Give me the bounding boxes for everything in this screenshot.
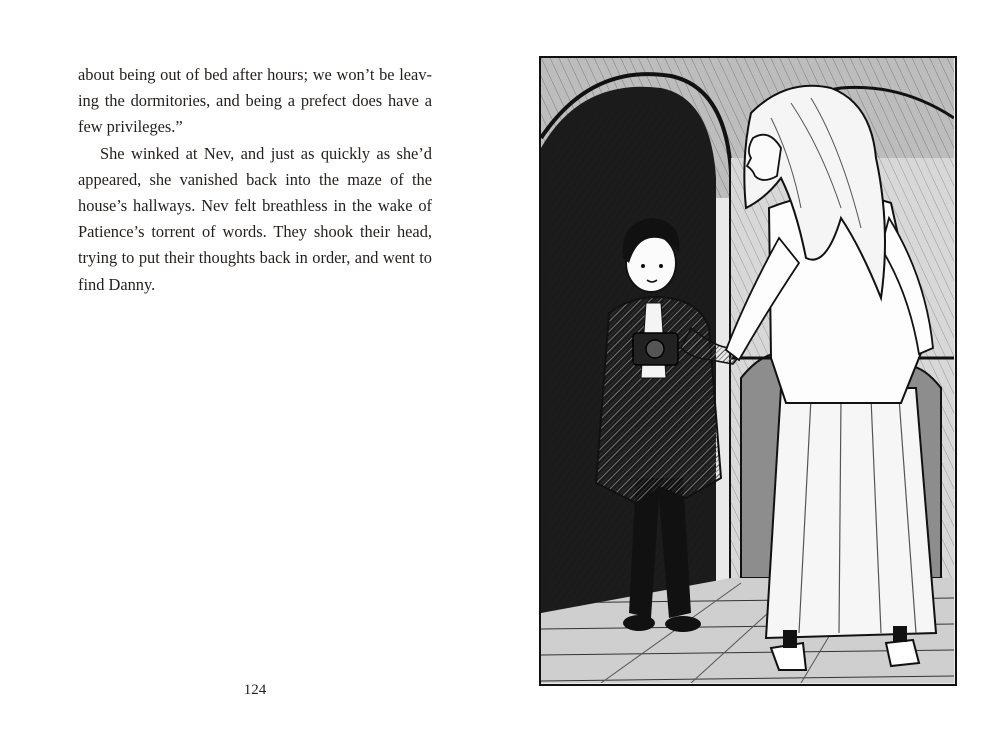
hallway-illustration — [541, 58, 954, 683]
illustration-frame — [539, 56, 957, 686]
body-text — [78, 62, 432, 298]
paragraph-continuation: about being out of bed after hours; we won’t be leav-ing the dormitories, and being a prefect does have a few privileges.” — [78, 65, 432, 137]
page-number: 124 — [243, 682, 267, 698]
paragraph-she-winked: She winked at Nev, and just as quickly as she’d appeared, she vanished back into the maze of the house’s hallways. Nev felt breathless in the wake of Patience’s torrent of words. They shook their head, trying to put their thoughts back in order, and went to find Danny. — [78, 143, 432, 294]
right-page — [500, 0, 1000, 750]
